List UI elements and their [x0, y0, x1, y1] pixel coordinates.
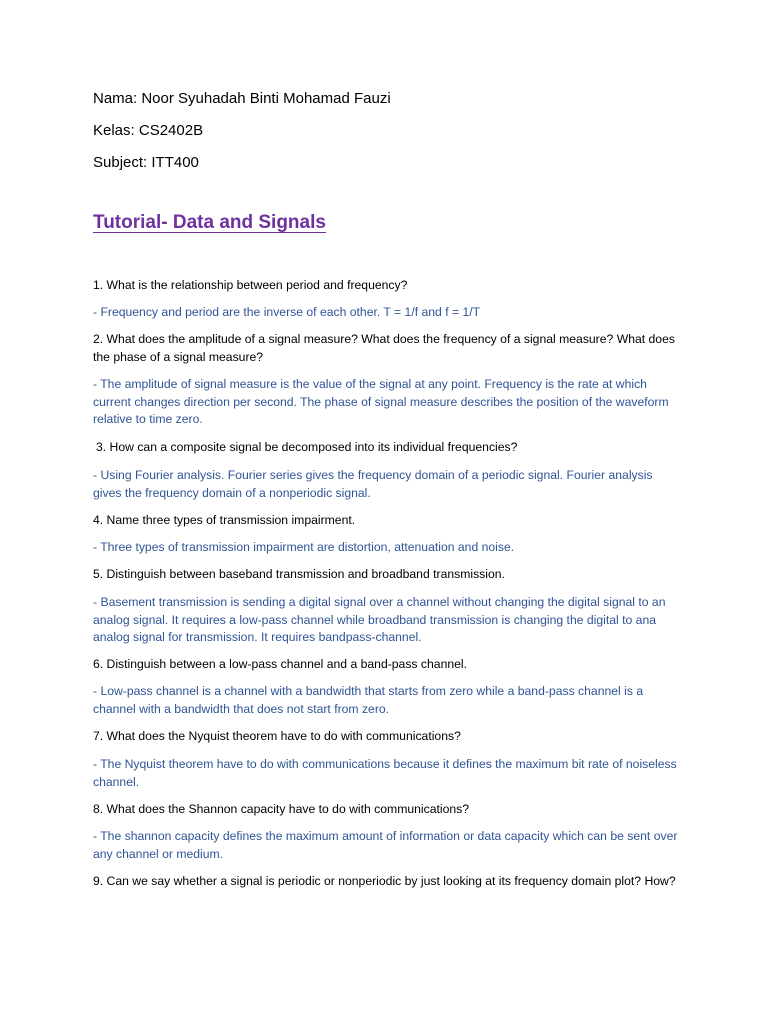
student-name-line: Nama: Noor Syuhadah Binti Mohamad Fauzi — [93, 90, 391, 107]
question-4: 4. Name three types of transmission impairment. — [93, 513, 356, 527]
question-7: 7. What does the Nyquist theorem have to do with communications? — [93, 729, 461, 743]
qa-item-1 — [93, 277, 683, 295]
qa-answer-block-5 — [93, 594, 683, 647]
question-3: 3. How can a composite signal be decomposed into its individual frequencies? — [96, 440, 518, 454]
class-line: Kelas: CS2402B — [93, 122, 204, 139]
qa-item-7 — [93, 728, 683, 746]
answer-7: - The Nyquist theorem have to do with communications because it defines the maximum bit rate of noiseless channel. — [93, 757, 677, 789]
qa-answer-block-6 — [93, 683, 683, 718]
answer-3: - Using Fourier analysis. Fourier series gives the frequency domain of a periodic signal. Fourier analysis gives the frequency domain of a nonperiodic signal. — [93, 468, 653, 500]
qa-item-4 — [93, 512, 683, 530]
qa-answer-block-4 — [93, 539, 683, 557]
answer-8: - The shannon capacity defines the maximum amount of information or data capacity which can be sent over any channel or medium. — [93, 829, 678, 861]
qa-item-9 — [93, 873, 683, 891]
page-title: Tutorial- Data and Signals — [93, 212, 326, 233]
answer-1: - Frequency and period are the inverse of each other. T = 1/f and f = 1/T — [93, 305, 481, 319]
answer-6: - Low-pass channel is a channel with a bandwidth that starts from zero while a band-pass channel is a channel with a bandwidth that does not start from zero. — [93, 684, 644, 716]
question-1: 1. What is the relationship between period and frequency? — [93, 278, 408, 292]
qa-answer-block-7 — [93, 756, 683, 791]
qa-answer-block-1 — [93, 304, 683, 322]
question-2: 2. What does the amplitude of a signal measure? What does the frequency of a signal measure? What does the phase of a signal measure? — [93, 332, 675, 364]
qa-item-5 — [93, 566, 683, 584]
qa-item-2 — [93, 331, 683, 366]
question-9: 9. Can we say whether a signal is periodic or nonperiodic by just looking at its frequency domain plot? How? — [93, 874, 676, 888]
qa-answer-block-2 — [93, 376, 683, 429]
question-8: 8. What does the Shannon capacity have to do with communications? — [93, 802, 470, 816]
qa-item-3 — [96, 439, 686, 457]
qa-item-8 — [93, 801, 683, 819]
answer-4: - Three types of transmission impairment are distortion, attenuation and noise. — [93, 540, 515, 554]
qa-item-6 — [93, 656, 683, 674]
question-5: 5. Distinguish between baseband transmission and broadband transmission. — [93, 567, 505, 581]
qa-answer-block-8 — [93, 828, 683, 863]
qa-answer-block-3 — [93, 467, 683, 502]
answer-5: - Basement transmission is sending a digital signal over a channel without changing the digital signal to an analog signal. It requires a low-pass channel while broadband transmission is changing the digital to ana analog signal for transmission. It requires bandpass-channel. — [93, 595, 666, 644]
subject-line: Subject: ITT400 — [93, 154, 199, 171]
question-6: 6. Distinguish between a low-pass channel and a band-pass channel. — [93, 657, 467, 671]
answer-2: - The amplitude of signal measure is the value of the signal at any point. Frequency is the rate at which current changes direction per second. The phase of signal measure describes the position of the waveform relative to time zero. — [93, 377, 669, 426]
